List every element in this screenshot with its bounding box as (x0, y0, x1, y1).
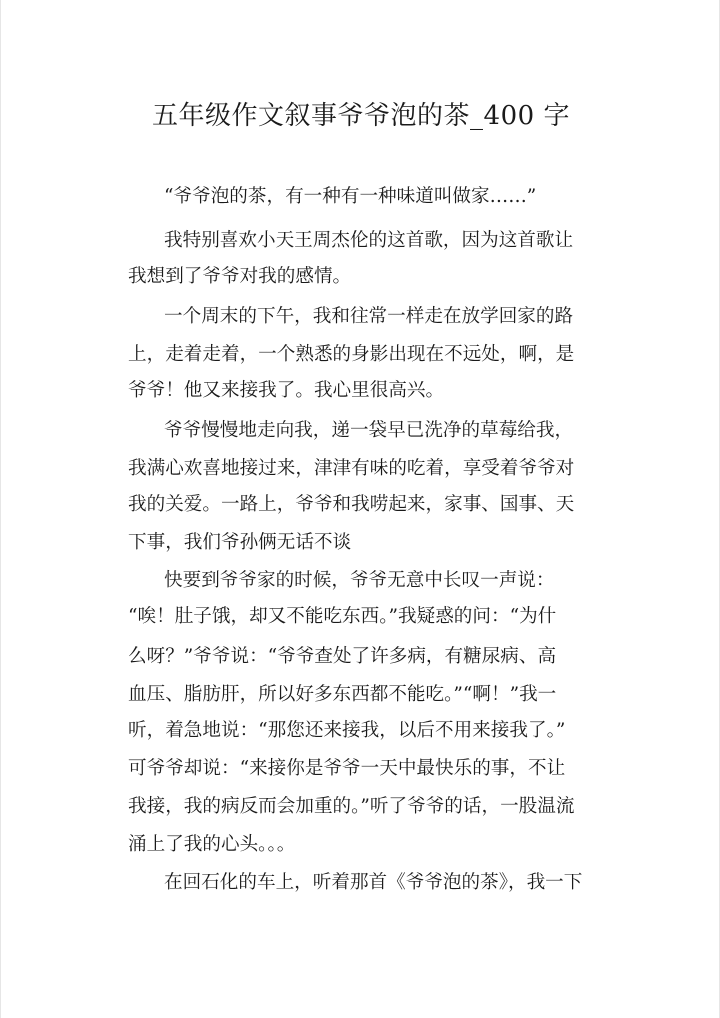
paragraph-line: 我特别喜欢小天王周杰伦的这首歌，因为这首歌让 (164, 230, 574, 251)
paragraph-line: 下事，我们爷孙俩无话不谈 (128, 532, 352, 553)
paragraph-line: 涌上了我的心头。。。 (128, 834, 296, 855)
paragraph-line: 上，走着走着，一个熟悉的身影出现在不远处，啊，是 (128, 344, 575, 365)
paragraph-line: 一个周末的下午，我和往常一样走在放学回家的路 (164, 306, 574, 327)
paragraph-line: 么呀？”爷爷说：“爷爷查处了许多病，有糖尿病、高 (128, 646, 557, 667)
document-title: 五年级作文叙事爷爷泡的茶_400 字 (152, 101, 570, 131)
paragraph-line: 我满心欢喜地接过来，津津有味的吃着，享受着爷爷对 (128, 458, 575, 479)
paragraph-line: “唉！肚子饿，却又不能吃东西。”我疑惑的问：“为什 (128, 606, 557, 627)
paragraph-line: 听，着急地说：“那您还来接我，以后不用来接我了。” (128, 720, 566, 741)
paragraph-line: 可爷爷却说：“来接你是爷爷一天中最快乐的事，不让 (128, 758, 566, 779)
paragraph-line: “爷爷泡的茶，有一种有一种味道叫做家……” (164, 186, 537, 207)
paragraph-line: 血压、脂肪肝，所以好多东西都不能吃。”“啊！”我一 (128, 684, 557, 705)
paragraph-line: 我接，我的病反而会加重的。”听了爷爷的话，一股温流 (128, 796, 575, 817)
paragraph-line: 我想到了爷爷对我的感情。 (128, 266, 352, 287)
paragraph-line: 我的关爱。一路上，爷爷和我唠起来，家事、国事、天 (128, 494, 575, 515)
paragraph-line: 爷爷！他又来接我了。我心里很高兴。 (128, 380, 445, 401)
paragraph-line: 快要到爷爷家的时候，爷爷无意中长叹一声说： (164, 570, 555, 591)
paragraph-line: 在回石化的车上，听着那首《爷爷泡的茶》，我一下 (164, 872, 583, 893)
paragraph-line: 爷爷慢慢地走向我，递一袋早已洗净的草莓给我， (164, 420, 574, 441)
